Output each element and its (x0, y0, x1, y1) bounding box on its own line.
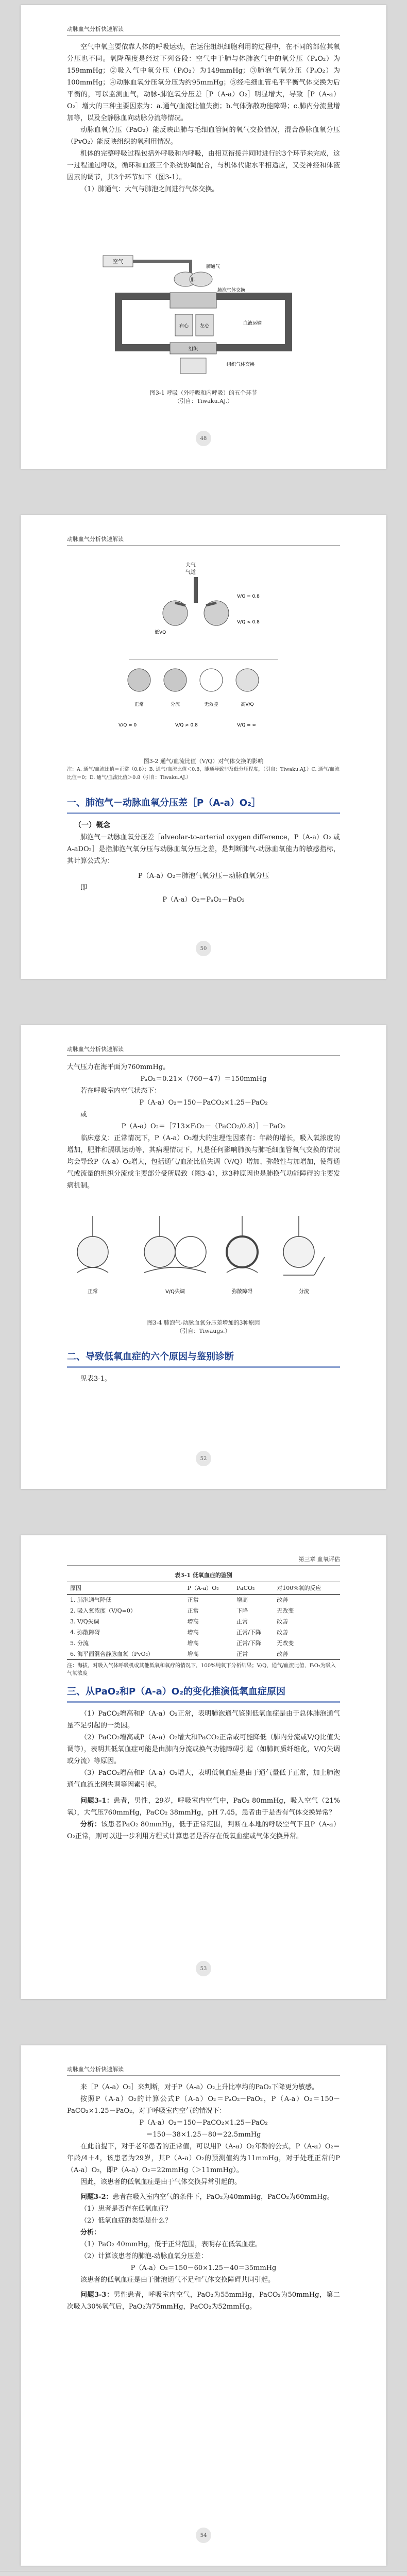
page-number: 52 (196, 1451, 211, 1466)
question: （2）低氧血症的类型是什么？ (80, 2217, 172, 2225)
section-rule (67, 1701, 340, 1703)
hypoxemia-table (67, 1582, 340, 1660)
text-line: 若在呼吸室内空气状态下： (80, 1087, 161, 1095)
label-lung: 肺 (191, 278, 196, 283)
paragraph: 空气中氧主要依靠人体的呼吸运动，在运往组织细胞利用的过程中，在不同的部位其氧分压也不同。氧降程度是经过下列各段：空气中于肺与体肺泡气中的氧分压（PₐO₂）为159mmHg；②吸入气中氧分压（PᵢO₂）为149mmHg；③肺泡气氧分压（PₐO₂）为100mmHg；④动脉血氧分压氧分压为约95mmHg；⑤经毛细血管毛平平衡气体交换为后平衡的，可以监测血气，动脉-肺泡氧分压差［P（A-a）O₂］明显增大，导致［P（A-a）O₂］增大的三种主要因素为：a.通气/血流比值失衡；b.气体弥散功能障碍；c.肺内分流量增加等，以及全静脉血向动脉分流等情况。 (67, 43, 340, 122)
text-line: 大气压力在海平面为760mmHg。 (67, 1063, 170, 1071)
formula: P（A-a）O₂＝肺泡气氧分压－动脉血氧分压 (138, 872, 269, 880)
table-header: P（A-a）O₂ (184, 1582, 234, 1595)
paragraph: （1）PaCO₂增高和P（A-a）O₂正常，表明肺泡通气鉴别低氧血症是由于总体肺泡通气量不足引起的一类因。 (67, 1710, 340, 1730)
page-48 (21, 5, 386, 469)
question: （1）患者是否存在低氧血症？ (80, 2205, 172, 2213)
analysis-line: （2）计算该患者的肺泡-动脉血氧分压差： (80, 2252, 208, 2260)
analysis-line: （1）PaO₂ 40mmHg，低于正常范围，表明存在低氧血症。 (80, 2241, 262, 2248)
label-airway: 气道 (185, 570, 196, 575)
page-52-section (67, 1350, 340, 1385)
section-title: 一、肺泡气－动脉血氧分压差［P（A-a）O₂］ (67, 798, 261, 808)
subsection-title: （一）概念 (74, 821, 110, 829)
case-question: 问题3-1：患者，男性，29岁，呼吸室内空气中，PaO₂ 80mmHg，吸入空气（21%氧），大气压760mmHg，PaCO₂ 38mmHg，pH 7.45，患者由于是否有气体交换异常？ (67, 1797, 340, 1817)
page-50-body (67, 796, 340, 906)
label-shunt: 分流 (170, 702, 180, 707)
table-row: 4. 弥散障碍 增高 正常/下降 改善 (70, 1629, 289, 1636)
page-53-body (67, 1571, 340, 1842)
paragraph: 因此，该患者的低氧血症是由于气体交换异常引起的。 (80, 2178, 242, 2186)
aa-gradient-diagram (72, 1206, 335, 1309)
text-line: 或 (80, 1111, 88, 1118)
running-head: 动脉血气分析快速解读 (67, 25, 340, 36)
paragraph: 动脉血氧分压（PaO₂）能反映出肺与毛细血管间的氧气交换情况，混合静脉血氧分压（PvO₂）能反映组织的氧利用情况。 (67, 126, 340, 146)
section-rule (67, 812, 340, 814)
page-54 (21, 2045, 386, 2566)
label-blood-transport: 血液运输 (243, 321, 262, 326)
list-item: （1）肺通气：大气与肺泡之间进行气体交换。 (80, 185, 219, 193)
analysis-line: 该患者的低氧血症是由于肺泡通气不足和气体交换障碍共同引起。 (80, 2276, 275, 2284)
page-54-body (67, 2081, 340, 2313)
paragraph: 临床意义：正常情况下，P（A-a）O₂增大的生理性因素有：年龄的增长，吸入氧浓度的增加，肥胖和膈肌运动等，其病理情况下，凡是任何影响肺换与肺毛细血管氧气交换的情况均会导致P（A-a）O₂增大，包括通气/血流比值失调（V/Q）增加、弥散性与加增加，使得通气或流量的组织分流或主要部分受所局致（图3-4），这3种原因也是肺换气功能障碍的主要发病机制。 (67, 1134, 340, 1190)
respiration-diagram (98, 247, 309, 381)
running-head: 动脉血气分析快速解读 (67, 535, 340, 546)
paragraph: 机体的完整呼吸过程包括外呼吸和内呼吸，由相互衔接并同时进行的3个环节来完成，这一过程通过呼吸，循环和血液三个系统协调配合，与机体代谢水平相适应，又受神经和体液因素的调节，其3个环节如下（图3-1）。 (67, 150, 340, 181)
footer-bar (0, 2571, 407, 2576)
case-analysis: 分析：该患者PaO₂ 80mmHg，低于正常范围，判断在本地的呼吸空气下且P（A-a）O₂正常，则可以进一步利用方程式计算患者是否存在低氧血症或气体交换异常。 (67, 1821, 340, 1840)
label-low: 低VQ (155, 630, 166, 635)
label-vq-low: V/Q < 0.8 (237, 620, 260, 625)
see-table: 见表3-1。 (80, 1375, 111, 1383)
table-header: 对100%氧的反应 (274, 1582, 340, 1595)
label-high: 高V/Q (241, 702, 254, 707)
section-rule (67, 1366, 340, 1368)
label-air: 大气 (185, 563, 196, 568)
table-row: 5. 分流 增高 正常/下降 无改变 (70, 1640, 294, 1647)
running-head: 动脉血气分析快速解读 (67, 1045, 340, 1056)
table-header: PaCO₂ (233, 1582, 274, 1595)
label-lung-ventilation: 肺通气 (206, 264, 221, 269)
formula: P（A-a）O₂＝［713×FᵢO₂－（PaCO₂/0.8）］－PaO₂ (121, 1123, 286, 1130)
page-52 (21, 1025, 386, 1489)
figure-caption: 图3-4 肺泡气-动脉血氧分压差增加的3种原因 （引自：Tiwaugs.） (147, 1319, 260, 1334)
page-53 (21, 1535, 386, 1999)
table-title: 表3-1 低氧血症的鉴别 (175, 1572, 232, 1579)
running-head-chapter: 第三章 血氧评估 (67, 1555, 340, 1566)
page-50 (21, 515, 386, 979)
table-row: 1. 肺泡通气降低 正常 增高 改善 (70, 1597, 289, 1603)
label-air: 空气 (113, 259, 123, 265)
table-row: 3. V/Q失调 增高 正常 改善 (70, 1618, 289, 1625)
formula: P（A-a）O₂＝150－PaCO₂×1.25－PaO₂ (139, 1099, 268, 1107)
label-vqinf: V/Q = ∞ (237, 723, 257, 728)
section-title: 三、从PaO₂和P（A-a）O₂的变化推演低氧血症原因 (67, 1686, 285, 1697)
formula: ＝150－38×1.25－80＝22.5mmHg (146, 2131, 261, 2139)
label-shunt: 分流 (299, 1289, 309, 1295)
label-right-heart: 右心 (179, 324, 189, 329)
formula-lead: 即 (80, 884, 88, 892)
figure-caption: 图3-1 呼吸（外呼吸和内呼吸）的五个环节 （引自：Tiwaku.AJ.） (149, 389, 258, 404)
table-row: 6. 海平面混合静脉血氧（PvO₂） 增高 正常 改善 (67, 1649, 340, 1660)
page-number: 50 (196, 941, 211, 956)
vq-diagram (108, 556, 299, 747)
formula: PₐO₂＝0.21×（760－47）＝150mmHg (140, 1075, 267, 1083)
label-tissue: 组织 (188, 347, 198, 352)
figure-caption: 图3-2 通气/血流比值（V/Q）对气体交换的影响 注：A. 通气/血流比值＝正常（0.8）；B. 通气/血流比值＜0.8，能通导致非及低分压程度，（引自：Tiwaku.AJ.）C. 通气/血流比值＝0；D. 通气/血流比值＞0.8（引自：Tiwaku.AJ.） (67, 758, 340, 781)
paragraph: 肺泡气－动脉血氧分压差［alveolar-to-arterial oxygen difference，P（A-a）O₂ 或 A-aDO₂］是指肺泡气氧分压与动脉血氧分压之差，是判断肺气-动脉血氧能力的敏感指标，其计算公式为： (67, 834, 340, 865)
formula: P（A-a）O₂＝150－60×1.25－40＝35mmHg (130, 2264, 277, 2272)
label-vq0: V/Q = 0 (118, 723, 137, 728)
label-left-heart: 左心 (199, 324, 210, 329)
running-head: 动脉血气分析快速解读 (67, 2065, 340, 2076)
case-question: 问题3-2：患者在吸入室内空气的条件下，PaO₂为40mmHg，PaCO₂为60mmHg。 (80, 2193, 334, 2201)
page-number: 48 (196, 431, 211, 446)
page-52-body (67, 1061, 340, 1192)
formula: P（A-a）O₂＝150－PaCO₂×1.25－PaO₂ (139, 2119, 268, 2127)
table-row: 2. 吸入氧浓度（V/Q=0） 正常 下降 无改变 (70, 1607, 294, 1614)
paragraph: （2）PaCO₂增高或P（A-a）O₂增大和PaCO₂正常或可能降低（肺内分流或V/Q比值失调等），表明其低氧血症可能是由肺内分流或换气功能障碍引起（如肺间质纤维化，V/Q失调或分流）等原因。 (67, 1734, 340, 1765)
label-vq-mismatch: V/Q失调 (165, 1289, 185, 1295)
section-title: 二、导致低氧血症的六个原因与鉴别诊断 (67, 1351, 234, 1362)
paragraph: 在此前提下，对于老年患者的正常值，可以用P（A-a）O₂年龄的公式，P（A-a）O₂＝年龄/4＋4，该患者为29岁，其P（A-a）O₂的预测值约为11mmHg，对于处理正常的P（A-a）O₂，即P（A-a）O₂＝22mmHg（＞11mmHg）。 (67, 2143, 340, 2174)
label-vq-high: V/Q > 0.8 (175, 723, 198, 728)
paragraph: （3）PaCO₂增高和P（A-a）O₂增大，表明低氧血症是由于通气量低于正常，加上肺泡通气血流比例失调等因素引起。 (67, 1769, 340, 1789)
label-dead-space: 无效腔 (204, 702, 218, 707)
label-diffusion: 弥散障碍 (232, 1289, 252, 1295)
label-normal: 正常 (88, 1289, 98, 1295)
paragraph: 来［P（A-a）O₂］来判断，对于P（A-a）O₂上升比率均的PaO₂下降更为敏感。 (80, 2083, 319, 2091)
case-question: 问题3-3：男性患者，呼吸室内空气，PaO₂为55mmHg，PaCO₂为50mmHg，第二次吸入30%氧气后，PaO₂为75mmHg，PaCO₂为52mmHg。 (67, 2291, 340, 2311)
page-number: 53 (196, 1961, 211, 1976)
label-tissue-exchange: 组织气体交换 (227, 362, 255, 367)
table-header: 原因 (67, 1582, 184, 1595)
label-alveolar-exchange: 肺泡气体交换 (217, 288, 246, 293)
formula: P（A-a）O₂＝PₐO₂－PaO₂ (162, 896, 245, 904)
analysis-lead: 分析： (80, 2229, 101, 2236)
page-48-body (67, 41, 340, 195)
page-number: 54 (196, 2528, 211, 2543)
table-note: 注：海拔，对吸入气体呼吸机或其他低氧和氧疗的情况下，100%纯氧下分析结果；V/Q，通气/血流比值，FᵢO₂为吸入气氧浓度 (67, 1663, 336, 1676)
label-normal: 正常 (134, 702, 144, 707)
paragraph: 按照P（A-a）O₂的计算公式P（A-a）O₂＝PₐO₂－PaO₂，P（A-a）O₂＝150－PaCO₂×1.25－PaO₂，对于呼吸室内空气的情况下： (67, 2095, 340, 2115)
label-vq08: V/Q = 0.8 (237, 594, 260, 599)
